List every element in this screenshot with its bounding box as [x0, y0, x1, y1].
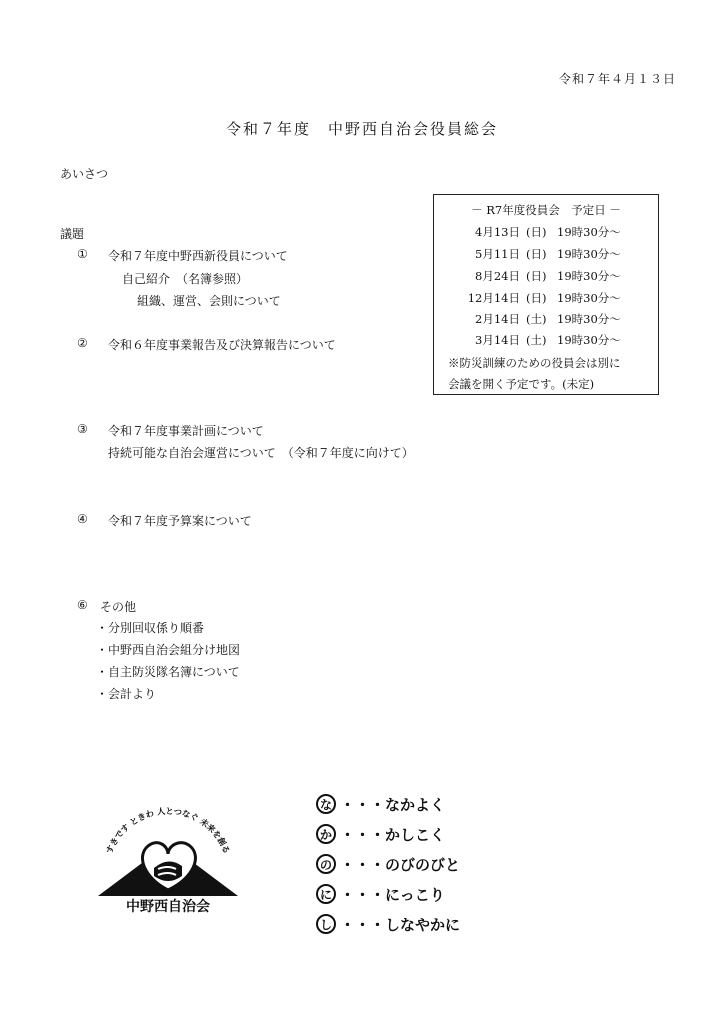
logo-association-name: 中野西自治会	[126, 899, 210, 915]
schedule-time: 19時30分～	[557, 312, 621, 326]
motto-text: ・・・しなやかに	[340, 915, 461, 934]
schedule-weekday: (日)	[526, 247, 547, 261]
schedule-date: 8月24日	[475, 269, 520, 283]
item-1-title: 令和７年度中野西新役員について	[108, 249, 288, 263]
motto-line	[316, 882, 445, 906]
motto-line	[316, 792, 445, 816]
motto-text: ・・・にっこり	[340, 885, 445, 904]
motto-text: ・・・のびのびと	[340, 855, 461, 874]
item-2-number: ②	[77, 336, 88, 350]
schedule-time: 19時30分～	[557, 333, 621, 347]
schedule-row	[434, 268, 658, 288]
item-1-sub-1: 自己紹介 （名簿参照）	[122, 272, 249, 286]
schedule-header: － R7年度役員会 予定日 －	[471, 203, 621, 217]
schedule-row	[434, 224, 658, 244]
schedule-date: 5月11日	[475, 247, 520, 261]
item-6-title: その他	[100, 600, 137, 614]
schedule-date: 2月14日	[475, 312, 520, 326]
schedule-weekday: (日)	[526, 225, 547, 239]
item-6-number: ⑥	[77, 598, 88, 612]
schedule-time: 19時30分～	[557, 269, 621, 283]
motto-line	[316, 912, 460, 936]
item-6-bullet: ・分別回収係り順番	[96, 621, 205, 635]
item-1-number: ①	[77, 247, 88, 261]
item-2-title: 令和６年度事業報告及び決算報告について	[108, 338, 336, 352]
schedule-row	[434, 290, 658, 310]
schedule-note-line: 会議を開く予定です。(未定)	[448, 377, 595, 391]
item-3-title: 令和７年度事業計画について	[108, 424, 264, 438]
item-1-sub-2: 組織、運営、会則について	[137, 294, 281, 308]
logo-arc-text: すきです ときわ 人とつなぐ 未来を創る	[103, 805, 233, 855]
motto-line	[316, 852, 460, 876]
schedule-date: 4月13日	[475, 225, 520, 239]
schedule-weekday: (土)	[526, 312, 547, 326]
schedule-note	[448, 353, 621, 395]
motto-circle-char: し	[316, 914, 336, 934]
motto-line	[316, 822, 445, 846]
schedule-row	[434, 332, 658, 352]
schedule-time: 19時30分～	[557, 291, 621, 305]
motto-circle-char: の	[316, 854, 336, 874]
item-3-sub: 持続可能な自治会運営について （令和７年度に向けて）	[108, 446, 414, 460]
document-title: 令和７年度 中野西自治会役員総会	[225, 120, 498, 138]
schedule-time: 19時30分～	[557, 247, 621, 261]
motto-circle-char: か	[316, 824, 336, 844]
schedule-weekday: (日)	[526, 269, 547, 283]
schedule-date: 3月14日	[475, 333, 520, 347]
greeting: あいさつ	[60, 167, 109, 181]
schedule-time: 19時30分～	[557, 225, 621, 239]
motto-text: ・・・かしこく	[340, 825, 446, 844]
item-6-bullet: ・中野西自治会組分け地図	[96, 643, 241, 657]
agenda-heading: 議題	[60, 227, 85, 241]
motto-circle-char: な	[316, 794, 336, 814]
schedule-weekday: (土)	[526, 333, 547, 347]
item-4-title: 令和７年度予算案について	[108, 514, 252, 528]
item-3-number: ③	[77, 422, 88, 436]
document-date: 令和７年４月１３日	[558, 72, 676, 86]
meeting-schedule-box	[433, 194, 659, 395]
item-4-number: ④	[77, 512, 88, 526]
schedule-row	[434, 311, 658, 331]
motto-text: ・・・なかよく	[340, 795, 446, 814]
schedule-row	[434, 246, 658, 266]
schedule-note-line: ※防災訓練のための役員会は別に	[448, 356, 621, 370]
motto-circle-char: に	[316, 884, 336, 904]
item-6-bullet: ・自主防災隊名簿について	[96, 665, 240, 679]
schedule-weekday: (日)	[526, 291, 547, 305]
schedule-date: 12月14日	[467, 291, 520, 305]
item-6-bullet: ・会計より	[96, 687, 157, 701]
